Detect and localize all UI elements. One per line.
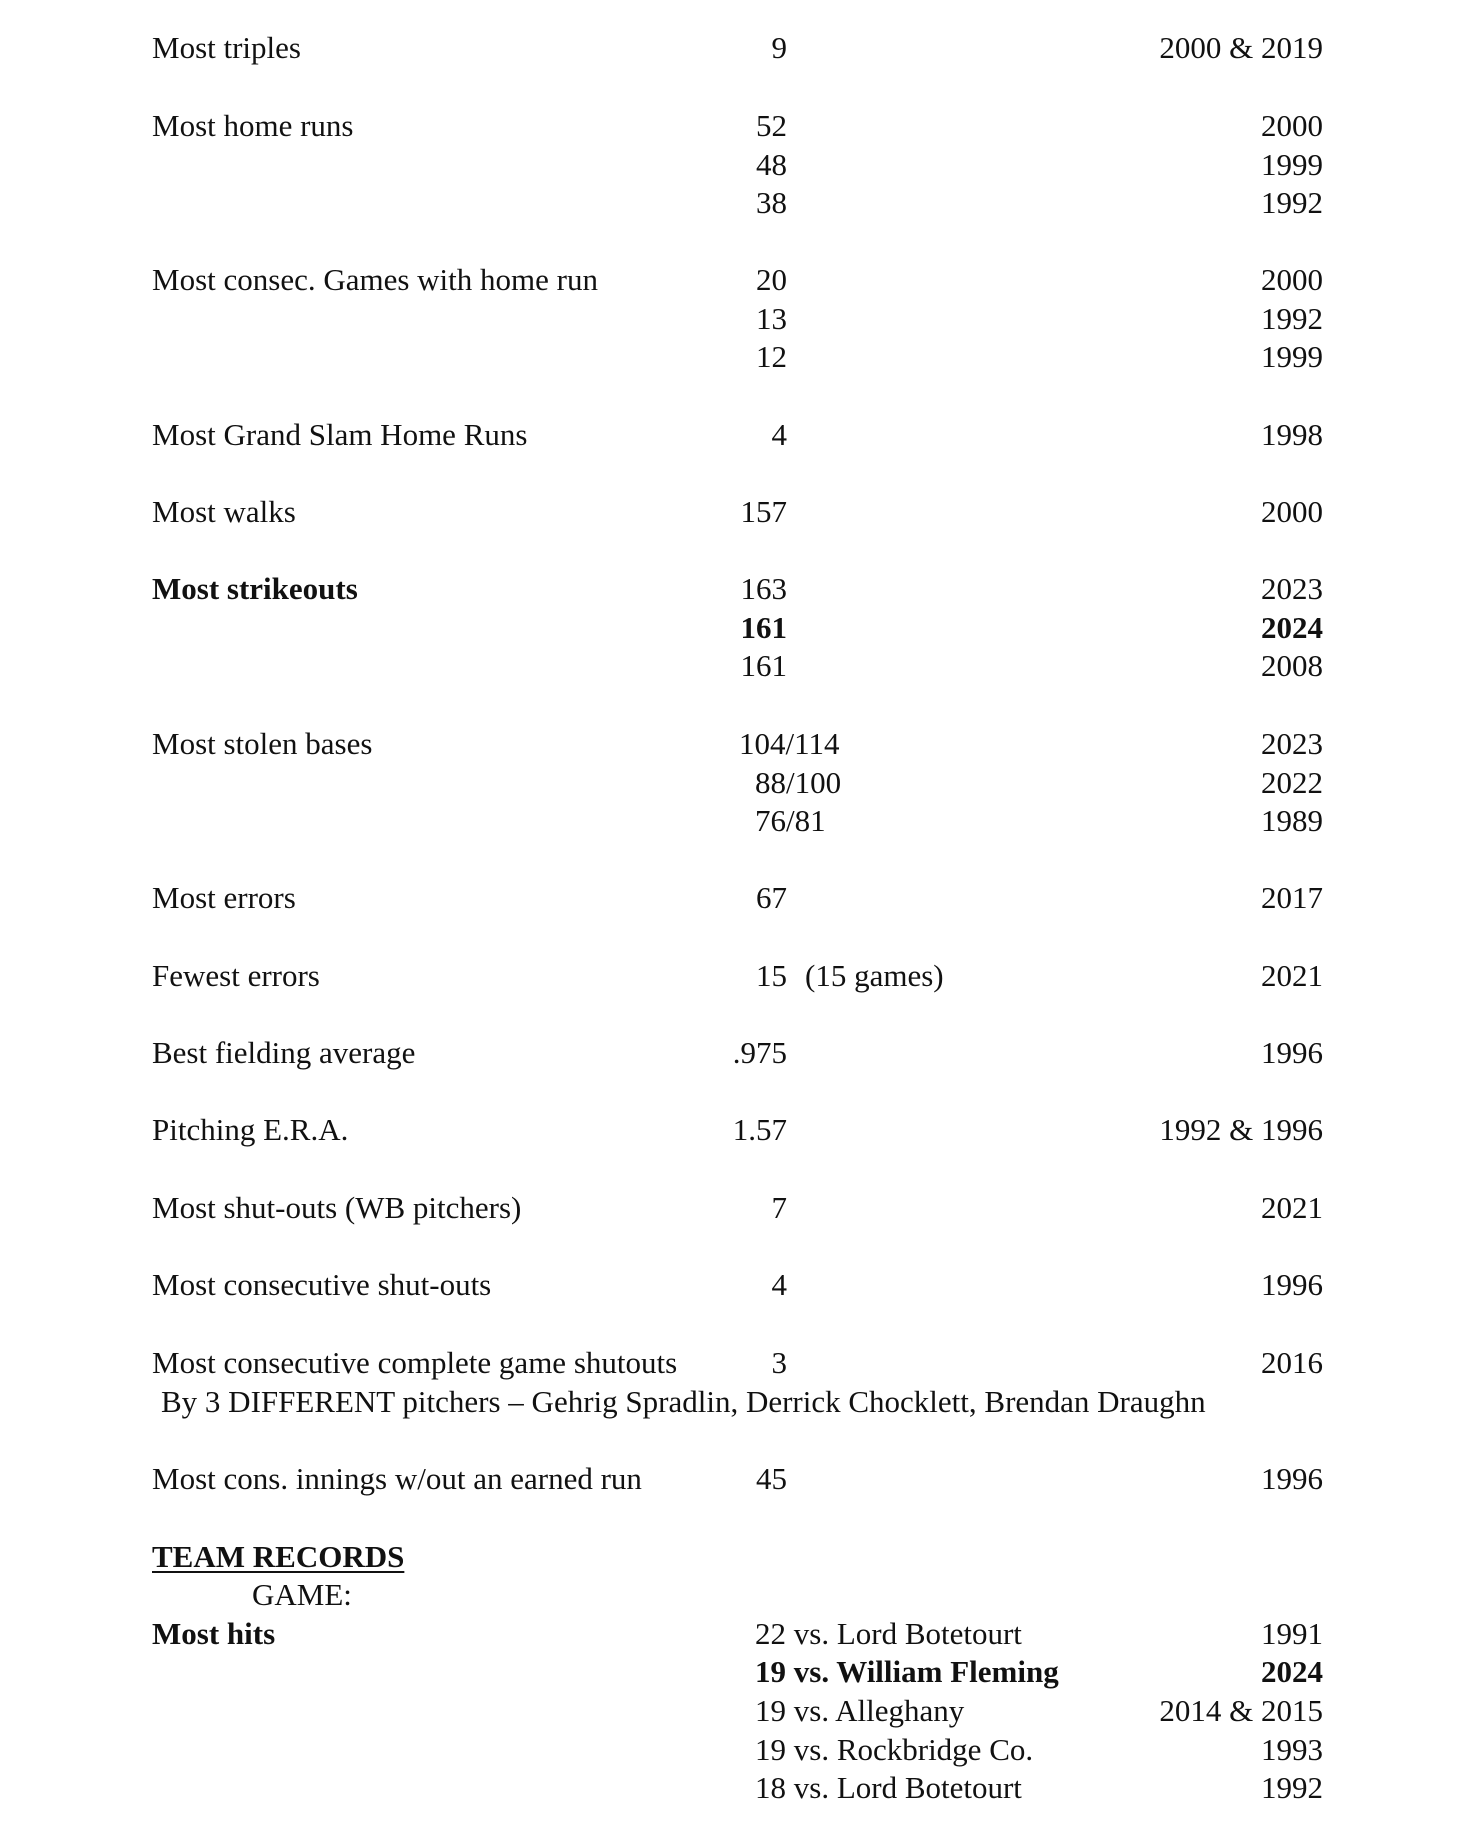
team-record-value: 19 vs. Rockbridge Co. — [755, 1732, 1034, 1767]
record-label-most-home-runs: Most home runs — [152, 108, 354, 143]
record-value: 163 — [740, 571, 787, 606]
record-year: 1989 — [1261, 803, 1323, 838]
record-year: 2022 — [1261, 765, 1323, 800]
record-label-most-shutouts: Most shut-outs (WB pitchers) — [152, 1190, 522, 1225]
record-label-most-consecutive-cg-shutouts: Most consecutive complete game shutouts — [152, 1345, 678, 1380]
record-year: 1998 — [1261, 417, 1323, 452]
record-year: 2000 & 2019 — [1159, 30, 1323, 65]
record-year: 2017 — [1261, 880, 1323, 915]
record-note: (15 games) — [805, 958, 944, 993]
record-year: 1999 — [1261, 339, 1323, 374]
record-year: 2000 — [1261, 494, 1323, 529]
team-record-value: 19 vs. William Fleming — [755, 1654, 1059, 1689]
record-label-pitching-era: Pitching E.R.A. — [152, 1112, 349, 1147]
record-label-most-cons-innings-no-er: Most cons. innings w/out an earned run — [152, 1461, 642, 1496]
record-value: 4 — [771, 1267, 787, 1302]
record-year: 2023 — [1261, 726, 1323, 761]
section-subheading-game: GAME: — [252, 1577, 352, 1612]
record-value: 7 — [771, 1190, 787, 1225]
record-value: 52 — [756, 108, 787, 143]
team-record-value: 18 vs. Lord Botetourt — [755, 1770, 1022, 1805]
record-value: 76/81 — [755, 803, 826, 838]
record-value: 3 — [771, 1345, 787, 1380]
record-year: 2023 — [1261, 571, 1323, 606]
record-year: 2024 — [1261, 610, 1323, 645]
record-label-most-stolen-bases: Most stolen bases — [152, 726, 373, 761]
team-record-year: 1993 — [1261, 1732, 1323, 1767]
record-value: .975 — [732, 1035, 787, 1070]
record-label-most-triples: Most triples — [152, 30, 301, 65]
record-value: 13 — [756, 301, 787, 336]
section-heading-team-records: TEAM RECORDS — [152, 1539, 405, 1574]
record-value: 161 — [740, 610, 787, 645]
record-value: 88/100 — [755, 765, 842, 800]
record-value: 12 — [756, 339, 787, 374]
record-label-best-fielding-average: Best fielding average — [152, 1035, 416, 1070]
record-year: 2016 — [1261, 1345, 1323, 1380]
record-value: 161 — [740, 648, 787, 683]
team-record-year: 1992 — [1261, 1770, 1323, 1805]
record-label-most-errors: Most errors — [152, 880, 296, 915]
record-value: 104/114 — [739, 726, 840, 761]
record-label-most-strikeouts: Most strikeouts — [152, 571, 358, 606]
record-year: 1996 — [1261, 1267, 1323, 1302]
record-value: 67 — [756, 880, 787, 915]
record-value: 38 — [756, 185, 787, 220]
record-value: 1.57 — [732, 1112, 787, 1147]
record-value: 157 — [740, 494, 787, 529]
record-value: 45 — [756, 1461, 787, 1496]
record-year: 1992 & 1996 — [1159, 1112, 1323, 1147]
record-year: 1996 — [1261, 1461, 1323, 1496]
record-label-most-consec-games-hr: Most consec. Games with home run — [152, 262, 598, 297]
team-record-year: 1991 — [1261, 1616, 1323, 1651]
team-record-value: 22 vs. Lord Botetourt — [755, 1616, 1022, 1651]
record-year: 1996 — [1261, 1035, 1323, 1070]
record-label-fewest-errors: Fewest errors — [152, 958, 320, 993]
team-record-value: 19 vs. Alleghany — [755, 1693, 965, 1728]
record-label-most-hits: Most hits — [152, 1616, 276, 1651]
record-year: 1992 — [1261, 185, 1323, 220]
record-footnote: By 3 DIFFERENT pitchers – Gehrig Spradlin, Derrick Chocklett, Brendan Draughn — [161, 1384, 1206, 1419]
record-value: 20 — [756, 262, 787, 297]
record-value: 9 — [771, 30, 787, 65]
record-year: 2021 — [1261, 958, 1323, 993]
record-value: 15 — [756, 958, 787, 993]
record-label-most-walks: Most walks — [152, 494, 296, 529]
record-year: 1992 — [1261, 301, 1323, 336]
record-label-most-consecutive-shutouts: Most consecutive shut-outs — [152, 1267, 492, 1302]
team-record-year: 2014 & 2015 — [1159, 1693, 1323, 1728]
record-year: 2008 — [1261, 648, 1323, 683]
record-value: 4 — [771, 417, 787, 452]
record-year: 2000 — [1261, 262, 1323, 297]
record-year: 2000 — [1261, 108, 1323, 143]
record-value: 48 — [756, 147, 787, 182]
team-record-year: 2024 — [1261, 1654, 1323, 1689]
record-year: 2021 — [1261, 1190, 1323, 1225]
record-year: 1999 — [1261, 147, 1323, 182]
record-label-most-grand-slams: Most Grand Slam Home Runs — [152, 417, 528, 452]
